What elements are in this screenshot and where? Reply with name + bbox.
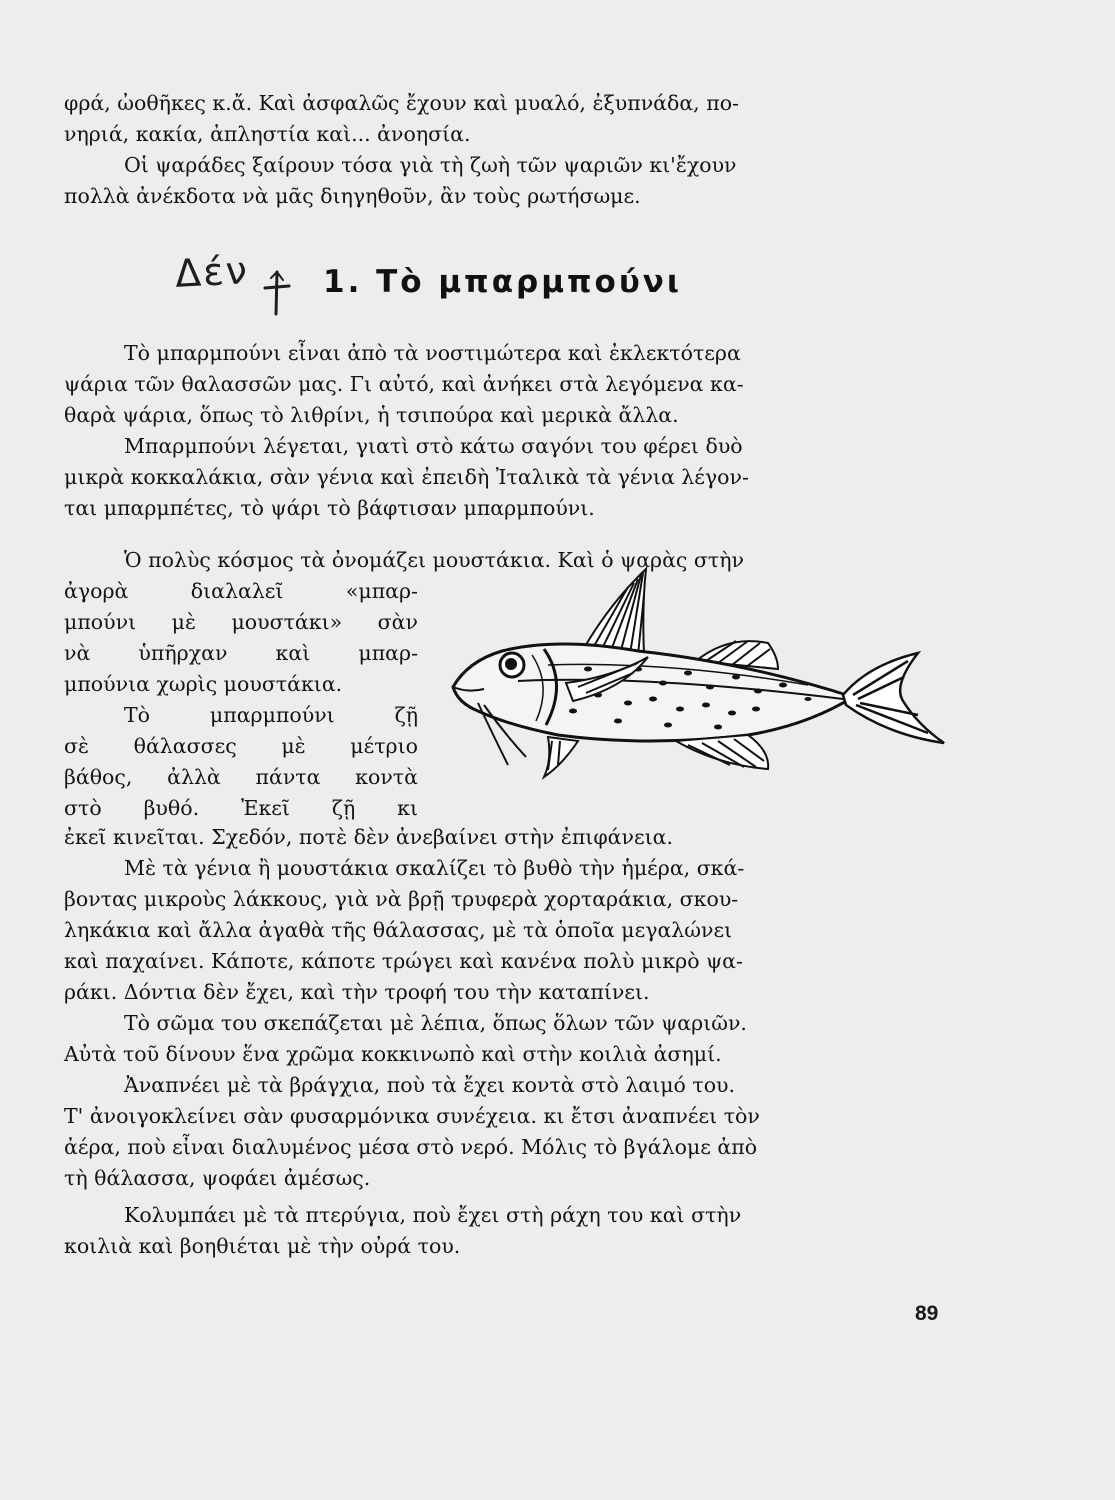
handwritten-note: Δέν bbox=[173, 248, 250, 296]
red-mullet-illustration bbox=[448, 565, 948, 787]
intro-text bbox=[64, 88, 954, 212]
intro-line: πολλὰ ἀνέκδοτα νὰ μᾶς διηγηθοῦν, ἂν τοὺς ρωτήσωμε. bbox=[64, 184, 641, 208]
tail-fin bbox=[843, 653, 944, 743]
pelvic-fin bbox=[544, 737, 578, 777]
fish-eye bbox=[500, 653, 524, 677]
page-number: 89 bbox=[915, 1302, 939, 1325]
body-line: βοντας μικροὺς λάκκους, γιὰ νὰ βρῇ τρυφερὰ χορταράκια, σκου- bbox=[64, 887, 739, 911]
body-line: Κολυμπάει μὲ τὰ πτερύγια, ποὺ ἔχει στὴ ράχη του καὶ στὴν bbox=[124, 1203, 742, 1227]
body-line: Ὁ πολὺς κόσμος τὰ ὀνομάζει μουστάκια. Καὶ ὁ ψαρὰς στὴν bbox=[124, 548, 745, 572]
body-line: κοιλιὰ καὶ βοηθιέται μὲ τὴν οὐρά του. bbox=[64, 1234, 461, 1258]
body-line: σὲ θάλασσες μὲ μέτριο bbox=[64, 734, 418, 758]
body-line: ἀέρα, ποὺ εἶναι διαλυμένος μέσα στὸ νερό. Μόλις τὸ βγάλομε ἀπὸ bbox=[64, 1135, 758, 1159]
body-line: ληκάκια καὶ ἄλλα ἀγαθὰ τῆς θάλασσας, μὲ τὰ ὁποῖα μεγαλώνει bbox=[64, 918, 733, 942]
intro-line: Οἱ ψαράδες ξαίρουν τόσα γιὰ τὴ ζωὴ τῶν ψαριῶν κι'ἔχουν bbox=[124, 153, 737, 177]
anal-fin bbox=[676, 735, 768, 769]
body-line: Τὸ μπαρμπούνι ζῇ bbox=[124, 703, 418, 727]
body-line: ται μπαρμπέτες, τὸ ψάρι τὸ βάφτισαν μπαρμπούνι. bbox=[64, 496, 595, 520]
body-line: ψάρια τῶν θαλασσῶν μας. Γι αὐτό, καὶ ἀνήκει στὰ λεγόμενα κα- bbox=[64, 372, 744, 396]
body-line: ράκι. Δόντια δὲν ἔχει, καὶ τὴν τροφή του τὴν καταπίνει. bbox=[64, 980, 650, 1004]
body-line: Τὸ μπαρμπούνι εἶναι ἀπὸ τὰ νοστιμώτερα καὶ ἐκλεκτότερα bbox=[124, 341, 741, 365]
body-line: μικρὰ κοκκαλάκια, σὰν γένια καὶ ἐπειδὴ Ἰταλικὰ τὰ γένια λέγον- bbox=[64, 465, 749, 489]
section-title: 1. Τὸ μπαρμπούνι bbox=[323, 264, 682, 300]
handwritten-cross-icon bbox=[263, 268, 291, 316]
body-line: Τ' ἀνοιγοκλείνει σὰν φυσαρμόνικα συνέχεια. κι ἔτσι ἀναπνέει τὸν bbox=[64, 1104, 760, 1128]
dorsal-fin bbox=[580, 569, 646, 655]
body-line: βάθος, ἀλλὰ πάντα κοντὰ bbox=[64, 765, 418, 789]
body-line: Μὲ τὰ γένια ἢ μουστάκια σκαλίζει τὸ βυθὸ τὴν ἡμέρα, σκά- bbox=[124, 856, 745, 880]
body-line: καὶ παχαίνει. Κάποτε, κάποτε τρώγει καὶ κανένα πολὺ μικρὸ ψα- bbox=[64, 949, 743, 973]
body-line: Αὐτὰ τοῦ δίνουν ἕνα χρῶμα κοκκινωπὸ καὶ στὴν κοιλιὰ ἀσημί. bbox=[64, 1042, 722, 1066]
body-line: ἀγορὰ διαλαλεῖ «μπαρ- bbox=[64, 579, 418, 603]
body-line: Τὸ σῶμα του σκεπάζεται μὲ λέπια, ὅπως ὅλων τῶν ψαριῶν. bbox=[124, 1011, 747, 1035]
body-line: θαρὰ ψάρια, ὅπως τὸ λιθρίνι, ἡ τσιπούρα καὶ μερικὰ ἄλλα. bbox=[64, 403, 679, 427]
body-text-top bbox=[64, 338, 954, 524]
body-line: νὰ ὑπῆρχαν καὶ μπαρ- bbox=[64, 641, 418, 665]
intro-line: φρά, ὠοθῆκες κ.ἄ. Καὶ ἀσφαλῶς ἔχουν καὶ μυαλό, ἐξυπνάδα, πο- bbox=[64, 91, 739, 115]
body-line: ἐκεῖ κινεῖται. Σχεδόν, ποτὲ δὲν ἀνεβαίνει στὴν ἐπιφάνεια. bbox=[64, 825, 674, 849]
body-line: τὴ θάλασσα, ψοφάει ἀμέσως. bbox=[64, 1166, 371, 1190]
intro-line: νηριά, κακία, ἀπληστία καὶ... ἀνοησία. bbox=[64, 122, 471, 146]
body-line: στὸ βυθό. Ἐκεῖ ζῇ κι bbox=[64, 796, 418, 820]
narrow-column bbox=[64, 576, 418, 824]
body-line: μπούνι μὲ μουστάκι» σὰν bbox=[64, 610, 418, 634]
body-line: μπούνια χωρὶς μουστάκια. bbox=[64, 672, 343, 696]
body-line: Μπαρμπούνι λέγεται, γιατὶ στὸ κάτω σαγόνι του φέρει δυὸ bbox=[124, 434, 743, 458]
body-line: Ἀναπνέει μὲ τὰ βράγχια, ποὺ τὰ ἔχει κοντὰ στὸ λαιμό του. bbox=[124, 1073, 736, 1097]
body-text-bottom bbox=[64, 822, 954, 1262]
